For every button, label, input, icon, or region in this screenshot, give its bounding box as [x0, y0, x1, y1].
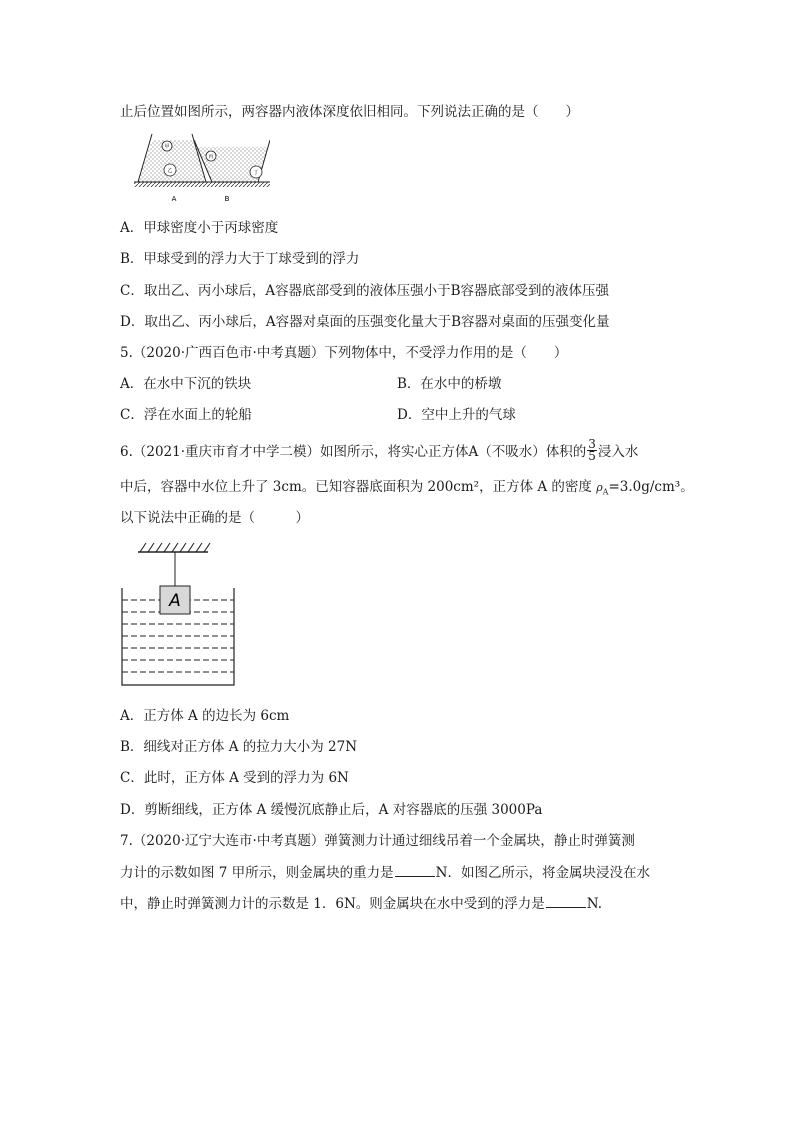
ball-bing-label: 丙	[208, 154, 214, 160]
q7-line2-a: 力计的示数如图 7 甲所示，则金属块的重力是	[120, 865, 394, 881]
q7-line1: 7.（2020·辽宁大连市·中考真题）弹簧测力计通过细线吊着一个金属块，静止时弹簧测	[120, 833, 635, 849]
q6-option-c: C．此时，正方体 A 受到的浮力为 6N	[120, 770, 349, 786]
q7-line2-b: N．如图乙所示，将金属块浸没在水	[435, 865, 650, 881]
q7-blank-buoyancy[interactable]	[546, 893, 586, 908]
ground-hatch	[134, 182, 270, 187]
q6-stem-line2-b: =3.0g/cm³。	[608, 479, 694, 495]
q6-option-d: D．剪断细线，正方体 A 缓慢沉底静止后，A 对容器底的压强 3000Pa	[120, 802, 543, 818]
q6-rho-sub: A	[602, 487, 609, 497]
q6-stem-line2-a: 中后，容器中水位上升了 3cm。已知容器底面积为 200cm²，正方体 A 的密度	[120, 479, 597, 495]
q4-stem-tail: 止后位置如图所示，两容器内液体深度依旧相同。下列说法正确的是（ ）	[120, 104, 579, 120]
q6-rho-symbol: ρ	[596, 481, 603, 494]
q7-line3-a: 中，静止时弹簧测力计的示数是 1．6N。则金属块在水中受到的浮力是	[120, 896, 545, 912]
q6-stem-line3: 以下说法中正确的是（ ）	[120, 510, 309, 526]
ball-jia-label: 甲	[164, 144, 170, 150]
q7-line3	[120, 893, 602, 914]
q4-option-a: A．甲球密度小于丙球密度	[120, 220, 279, 236]
q7-line3-b: N.	[586, 896, 603, 912]
q6-fraction-num: 3	[588, 437, 596, 451]
q5-stem: 5.（2020·广西百色市·中考真题）下列物体中，不受浮力作用的是（ ）	[120, 345, 568, 361]
q6-option-b: B．细线对正方体 A 的拉力大小为 27N	[120, 739, 358, 755]
q6-fraction-den: 5	[588, 449, 596, 463]
q7-line2	[120, 862, 650, 883]
q5-option-c: C．浮在水面上的轮船	[120, 407, 252, 423]
q5-option-d: D．空中上升的气球	[397, 407, 516, 423]
q6-fraction	[587, 439, 597, 462]
cube-a-label: A	[169, 591, 181, 611]
q5-option-b: B．在水中的桥墩	[397, 376, 502, 392]
q5-option-a: A．在水中下沉的铁块	[120, 376, 252, 392]
q4-option-b: B．甲球受到的浮力大于丁球受到的浮力	[120, 251, 360, 267]
ball-ding-label: 丁	[253, 170, 259, 176]
q6-stem-part1: 6.（2021·重庆市育才中学二模）如图所示，将实心正方体A（不吸水）体积的	[120, 444, 587, 460]
q4-option-d: D．取出乙、丙小球后，A容器对桌面的压强变化量大于B容器对桌面的压强变化量	[120, 314, 610, 330]
ball-yi-label: 乙	[167, 168, 173, 174]
container-a-label: A	[171, 195, 177, 203]
q6-stem-line2	[120, 477, 694, 503]
container-b-label: B	[224, 195, 230, 203]
q7-blank-gravity[interactable]	[395, 862, 435, 877]
q6-stem-line1	[120, 437, 639, 464]
q4-figure	[134, 132, 270, 208]
q6-stem-part2: 浸入水	[597, 444, 639, 460]
ceiling-hatch	[140, 543, 210, 552]
q4-option-c: C．取出乙、丙小球后，A容器底部受到的液体压强小于B容器底部受到的液体压强	[120, 283, 609, 299]
q6-figure	[118, 540, 240, 690]
q6-option-a: A．正方体 A 的边长为 6cm	[120, 708, 290, 724]
